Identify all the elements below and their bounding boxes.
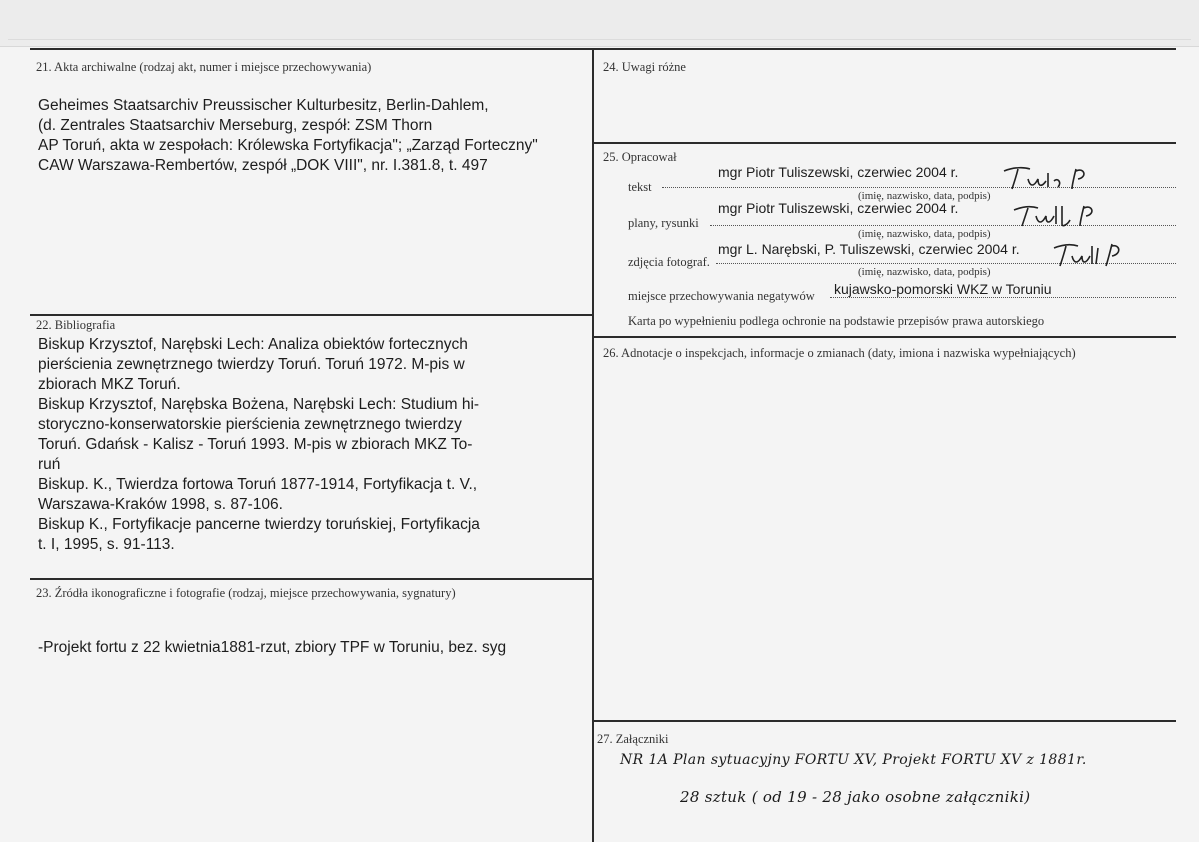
bibliography-line: Biskup Krzysztof, Narębska Bożena, Narębski Lech: Studium hi- <box>38 396 480 413</box>
section-24-label: 24. Uwagi różne <box>603 60 686 74</box>
bibliography-text <box>38 335 480 555</box>
top-rule <box>30 48 1176 50</box>
signature-2-image <box>1012 200 1112 230</box>
negatives-location-label: miejsce przechowywania negatywów <box>628 289 815 303</box>
signature-1-image <box>1000 163 1110 193</box>
archival-line: AP Toruń, akta w zespołach: Królewska Fortyfikacja"; „Zarząd Forteczny" <box>38 137 538 154</box>
signature-3-image <box>1050 240 1130 270</box>
bibliography-line: Warszawa-Kraków 1998, s. 87-106. <box>38 496 283 513</box>
archival-line: (d. Zentrales Staatsarchiv Merseburg, zespół: ZSM Thorn <box>38 117 433 134</box>
divider-26-27 <box>593 720 1176 722</box>
top-edge-band <box>0 0 1199 47</box>
bibliography-line: pierścienia zewnętrznego twierdzy Toruń. Toruń 1972. M-pis w <box>38 356 465 373</box>
photos-author-label: zdjęcia fotograf. <box>628 255 710 269</box>
bibliography-line: zbiorach MKZ Toruń. <box>38 376 181 393</box>
divider-25-26 <box>593 336 1176 338</box>
drawings-author-value: mgr Piotr Tuliszewski, czerwiec 2004 r. <box>718 200 959 216</box>
bibliography-line: ruń <box>38 456 61 473</box>
bibliography-line: storyczno-konserwatorskie pierścienia zewnętrznego twierdzy <box>38 416 462 433</box>
divider-22-23 <box>30 578 593 580</box>
copyright-notice: Karta po wypełnieniu podlega ochronie na podstawie przepisów prawa autorskiego <box>628 314 1045 328</box>
drawings-author-label: plany, rysunki <box>628 216 699 230</box>
section-26-label: 26. Adnotacje o inspekcjach, informacje o zmianach (daty, imiona i nazwiska wypełniających) <box>603 346 1076 360</box>
bibliography-line: Biskup Krzysztof, Narębski Lech: Analiza obiektów fortecznych <box>38 336 468 353</box>
iconographic-sources-text: -Projekt fortu z 22 kwietnia1881-rzut, zbiory TPF w Toruniu, bez. syg <box>38 639 507 656</box>
section-22-label: 22. Bibliografia <box>36 318 116 332</box>
section-23-label: 23. Źródła ikonograficzne i fotografie (rodzaj, miejsce przechowywania, sygnatury) <box>36 586 456 600</box>
bibliography-line: Biskup. K., Twierdza fortowa Toruń 1877-1914, Fortyfikacja t. V., <box>38 476 478 493</box>
archival-line: Geheimes Staatsarchiv Preussischer Kulturbesitz, Berlin-Dahlem, <box>38 97 489 114</box>
bibliography-line: Toruń. Gdańsk - Kalisz - Toruń 1993. M-pis w zbiorach MKZ To- <box>38 436 473 453</box>
section-27-label: 27. Załączniki <box>597 732 669 746</box>
attachments-handwritten-line-2: 28 sztuk ( od 19 - 28 jako osobne załączniki) <box>680 788 1031 806</box>
photos-author-value: mgr L. Narębski, P. Tuliszewski, czerwiec 2004 r. <box>718 241 1020 257</box>
archival-line: CAW Warszawa-Rembertów, zespół „DOK VIII", nr. I.381.8, t. 497 <box>38 157 488 174</box>
archival-records-text <box>38 96 538 176</box>
bibliography-line: t. I, 1995, s. 91-113. <box>38 536 175 553</box>
negatives-location-value: kujawsko-pomorski WKZ w Toruniu <box>834 281 1052 297</box>
section-25-label: 25. Opracował <box>603 150 677 164</box>
bibliography-line: Biskup K., Fortyfikacje pancerne twierdzy toruńskiej, Fortyfikacja <box>38 516 480 533</box>
drawings-author-caption: (imię, nazwisko, data, podpis) <box>858 228 991 240</box>
text-author-value: mgr Piotr Tuliszewski, czerwiec 2004 r. <box>718 164 959 180</box>
photos-author-caption: (imię, nazwisko, data, podpis) <box>858 266 991 278</box>
section-21-label: 21. Akta archiwalne (rodzaj akt, numer i miejsce przechowywania) <box>36 60 372 74</box>
text-author-label: tekst <box>628 180 652 194</box>
attachments-handwritten-line-1: NR 1A Plan sytuacyjny FORTU XV, Projekt FORTU XV z 1881r. <box>620 752 1087 768</box>
divider-24-25 <box>593 142 1176 144</box>
text-author-caption: (imię, nazwisko, data, podpis) <box>858 190 991 202</box>
column-divider <box>592 48 594 842</box>
divider-21-22 <box>30 314 593 316</box>
